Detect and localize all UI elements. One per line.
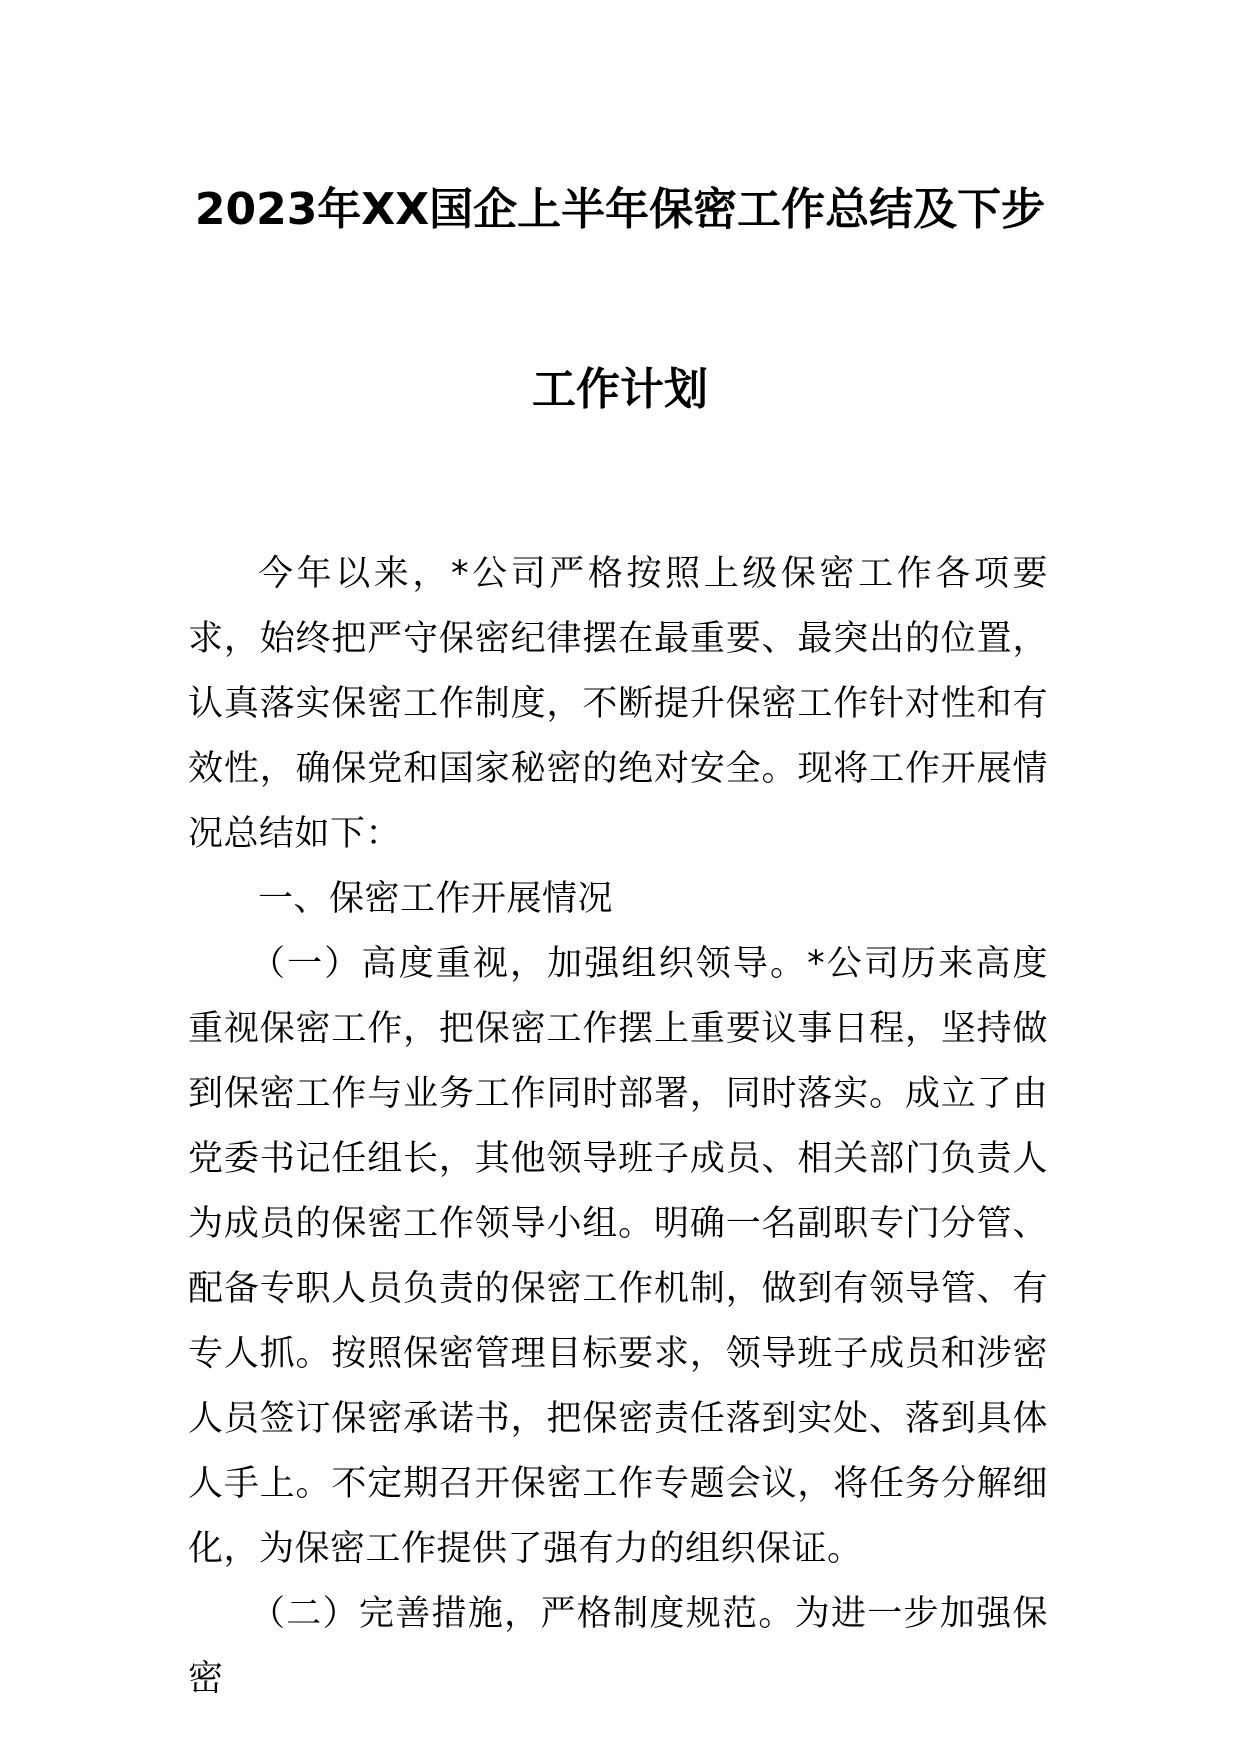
subsection-paragraph-2: （二）完善措施，严格制度规范。为进一步加强保密 [188, 1594, 1048, 1699]
document-body [188, 542, 1048, 1712]
section-heading: 一、保密工作开展情况 [258, 879, 614, 919]
document-title-line-1: 2023年XX国企上半年保密工作总结及下步 [194, 184, 1046, 235]
subsection-paragraph-1: （一）高度重视，加强组织领导。*公司历来高度重视保密工作，把保密工作摆上重要议事日程，坚持做到保密工作与业务工作同时部署，同时落实。成立了由党委书记任组长，其他领导班子成员、相关部门负责人为成员的保密工作领导小组。明确一名副职专门分管、配备专职人员负责的保密工作机制，做到有领导管、有专人抓。按照保密管理目标要求，领导班子成员和涉密人员签订保密承诺书，把保密责任落到实处、落到具体人手上。不定期召开保密工作专题会议，将任务分解细化，为保密工作提供了强有力的组织保证。 [188, 944, 1048, 1569]
intro-paragraph: 今年以来，*公司严格按照上级保密工作各项要求，始终把严守保密纪律摆在最重要、最突出的位置，认真落实保密工作制度，不断提升保密工作针对性和有效性，确保党和国家秘密的绝对安全。现将工作开展情况总结如下： [188, 554, 1048, 854]
document-title-line-2: 工作计划 [532, 364, 708, 415]
